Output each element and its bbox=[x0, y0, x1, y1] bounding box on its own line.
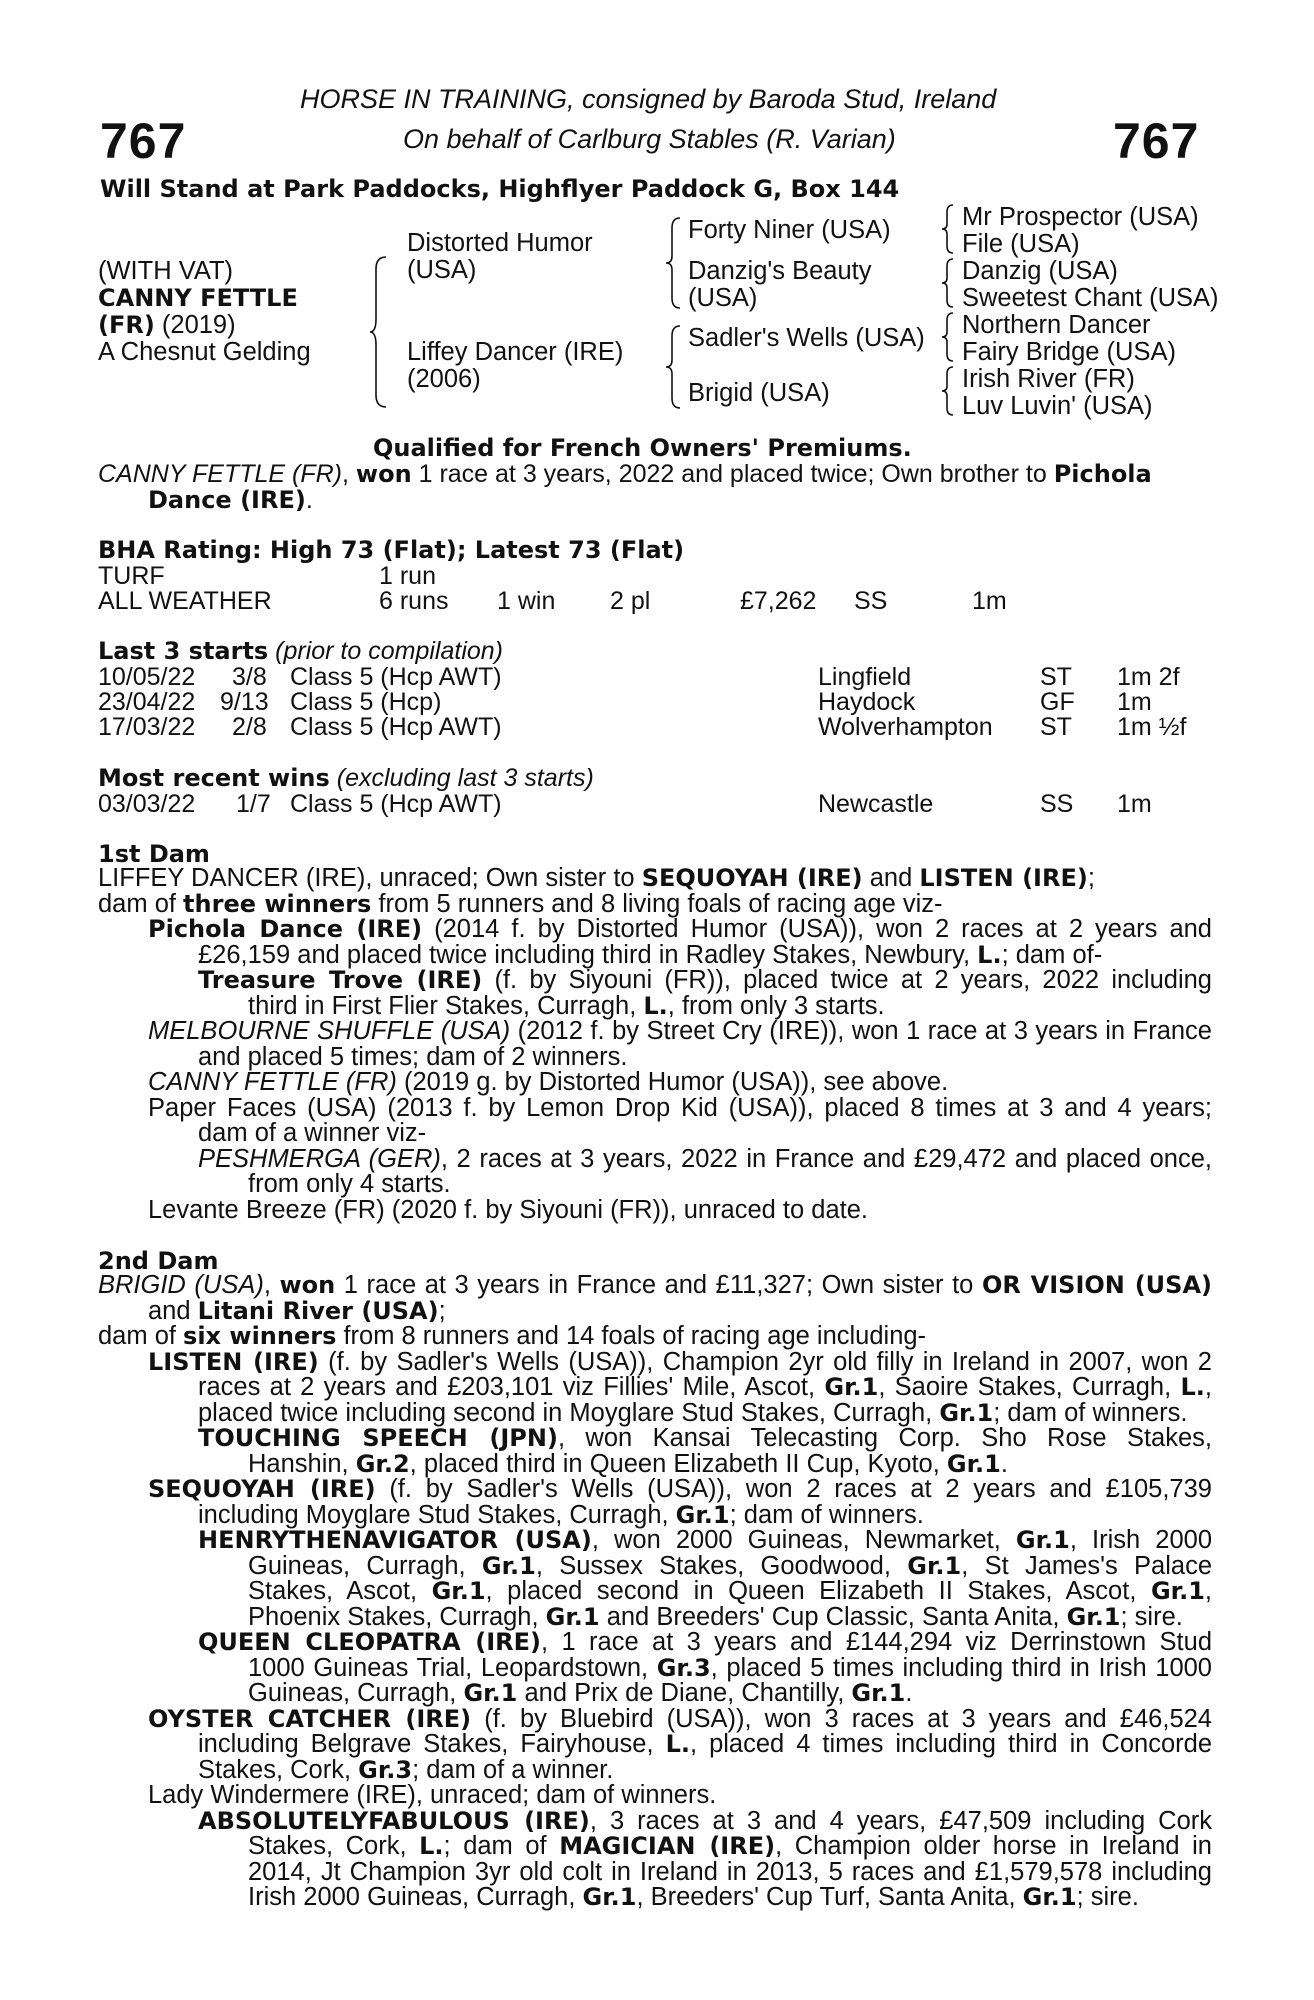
dam2-text: dam of bbox=[98, 1322, 184, 1350]
dam2-text: Gr.1 bbox=[431, 1577, 486, 1605]
dam1-line bbox=[148, 1093, 1212, 1122]
dam2-text: Stakes, Cork, bbox=[198, 1755, 359, 1784]
recent-going-1: SS bbox=[1040, 790, 1074, 818]
dam2-text: Irish 2000 Guineas, Curragh, bbox=[248, 1883, 583, 1911]
dam2-text: QUEEN CLEOPATRA (IRE) bbox=[198, 1628, 542, 1656]
dam2-line bbox=[198, 1426, 1212, 1452]
dam2-line bbox=[248, 1681, 912, 1707]
summary-brother: Pichola bbox=[1053, 460, 1152, 488]
dam2-text: Gr.1 bbox=[1015, 1526, 1070, 1554]
dam2-text: placed twice including second in Moyglare Stud Stakes, Curragh, bbox=[198, 1398, 940, 1427]
horse-name-line bbox=[98, 285, 298, 312]
last3-dist-2: 1m bbox=[1117, 688, 1152, 716]
dam2-text: Gr.2 bbox=[355, 1449, 410, 1478]
dam2-text: Stakes, Ascot, bbox=[248, 1577, 432, 1605]
dam2-line bbox=[198, 1398, 1188, 1427]
horse-year: (2019) bbox=[154, 311, 236, 339]
dam2-text: . bbox=[1000, 1449, 1008, 1478]
last3-course-2: Haydock bbox=[818, 688, 916, 716]
last3-going-2: GF bbox=[1040, 688, 1075, 716]
dam2-text: , 3 races at 3 and 4 years, £47,509 including Cork bbox=[589, 1806, 1212, 1835]
brace-sire-dam bbox=[368, 255, 392, 410]
sire-sire: Forty Niner (USA) bbox=[688, 216, 891, 244]
dam2-text: . bbox=[905, 1679, 913, 1707]
dam2-text: , placed second in Queen Elizabeth II Stakes, Ascot, bbox=[485, 1577, 1151, 1605]
premium-line: Qualified for French Owners' Premiums. bbox=[373, 434, 912, 462]
summary-won: won bbox=[355, 460, 412, 488]
horse-name: CANNY FETTLE bbox=[98, 284, 298, 312]
dam1-text: MELBOURNE SHUFFLE (USA) bbox=[148, 1017, 511, 1045]
dam2-line bbox=[98, 1324, 926, 1350]
dam2-text: SEQUOYAH (IRE) bbox=[148, 1475, 376, 1503]
sire-dam-line2: (USA) bbox=[688, 284, 758, 312]
dam2-text: , Breeders' Cup Turf, Santa Anita, bbox=[636, 1883, 1023, 1911]
dam2-text: including Moyglare Stud Stakes, Curragh, bbox=[198, 1500, 676, 1529]
dam2-text: ; dam of winners. bbox=[729, 1500, 924, 1529]
dam2-line bbox=[148, 1704, 1212, 1733]
dam2-text: , bbox=[1204, 1373, 1213, 1401]
g3-5: Northern Dancer bbox=[962, 311, 1151, 339]
dam2-text: L. bbox=[1180, 1373, 1205, 1401]
dam2-text: ; dam of bbox=[443, 1832, 560, 1860]
dam2-text: Gr.1 bbox=[675, 1500, 730, 1529]
dam1-text: PESHMERGA (GER) bbox=[198, 1144, 441, 1173]
last3-heading: Last 3 starts bbox=[98, 637, 269, 665]
dam1-text: LIFFEY DANCER (IRE), unraced; Own sister to bbox=[98, 864, 642, 892]
lot-number-right: 767 bbox=[1113, 113, 1200, 169]
dam1-text: (f. by Siyouni (FR)), placed twice at 2 years, 2022 including bbox=[482, 966, 1212, 994]
dam2-text: , placed third in Queen Elizabeth II Cup, Kyoto, bbox=[409, 1449, 947, 1478]
dam1-text: from 5 runners and 8 living foals of racing age viz- bbox=[371, 889, 943, 918]
dam1-text: , 2 races at 3 years, 2022 in France and £29,472 and placed once, bbox=[440, 1144, 1212, 1173]
vat-label: (WITH VAT) bbox=[98, 257, 234, 285]
dam2-line bbox=[198, 1806, 1212, 1835]
dam2-text: six winners bbox=[183, 1322, 337, 1350]
turf-runs: 1 run bbox=[379, 562, 436, 590]
dam1-line bbox=[98, 889, 943, 918]
dam2-text: Gr.1 bbox=[1066, 1602, 1121, 1631]
dam2-line bbox=[148, 1783, 716, 1809]
dam2-line bbox=[148, 1347, 1212, 1376]
dam2-text: Litani River (USA) bbox=[197, 1296, 439, 1325]
dam1-text: , from only 3 starts. bbox=[667, 991, 885, 1020]
dam2-text: won bbox=[279, 1271, 336, 1299]
dam2-text: , placed 4 times including third in Concorde bbox=[690, 1730, 1213, 1758]
dam1-line bbox=[148, 1070, 948, 1096]
dam2-text: L. bbox=[665, 1730, 690, 1758]
dam2-text: , won 2000 Guineas, Newmarket, bbox=[591, 1526, 1016, 1554]
recent-note: (excluding last 3 starts) bbox=[329, 764, 594, 792]
last3-note: (prior to compilation) bbox=[268, 637, 504, 665]
on-behalf-line: On behalf of Carlburg Stables (R. Varian) bbox=[403, 124, 896, 154]
dam2-text: 1000 Guineas Trial, Leopardstown, bbox=[248, 1653, 657, 1682]
dam2-line bbox=[198, 1375, 1212, 1401]
dam2-line bbox=[148, 1477, 1212, 1503]
dam2-text: Hanshin, bbox=[248, 1449, 356, 1478]
last3-class-3: Class 5 (Hcp AWT) bbox=[290, 713, 502, 741]
dam2-text: Guineas, Curragh, bbox=[248, 1679, 464, 1707]
brace-dam-parents bbox=[664, 324, 684, 410]
last3-class-1: Class 5 (Hcp AWT) bbox=[290, 663, 502, 691]
dam2-text: OR VISION (USA) bbox=[981, 1271, 1212, 1299]
summary-end: . bbox=[305, 486, 313, 514]
dam1-text: ; dam of- bbox=[1001, 940, 1103, 969]
dam2-text: 1 race at 3 years in France and £11,327; Own sister to bbox=[335, 1271, 982, 1299]
dam2-text: , Sussex Stakes, Goodwood, bbox=[535, 1551, 908, 1580]
dam2-text: and bbox=[148, 1296, 198, 1325]
dam2-text: ; dam of winners. bbox=[993, 1398, 1188, 1427]
dam1-line bbox=[198, 1144, 1212, 1173]
dam1-text: Paper Faces (USA) (2013 f. by Lemon Drop Kid (USA)), placed 8 times at 3 and 4 years; bbox=[148, 1093, 1212, 1122]
dam1-text: Pichola Dance (IRE) bbox=[148, 915, 423, 943]
dam2-text: ; sire. bbox=[1120, 1602, 1183, 1631]
dam2-line bbox=[248, 1579, 1212, 1605]
aw-label: ALL WEATHER bbox=[98, 587, 272, 615]
horse-description: A Chesnut Gelding bbox=[98, 338, 311, 366]
dam2-text: HENRYTHENAVIGATOR (USA) bbox=[198, 1526, 592, 1554]
dam2-text: Gr.1 bbox=[1150, 1577, 1205, 1605]
dam1-text: Treasure Trove (IRE) bbox=[198, 966, 483, 994]
dam2-line bbox=[148, 1296, 446, 1325]
g3-1: Mr Prospector (USA) bbox=[962, 203, 1199, 231]
summary-brother-2: Dance (IRE) bbox=[148, 486, 306, 514]
dam2-text: , 1 race at 3 years and £144,294 viz Derrinstown Stud bbox=[541, 1628, 1212, 1656]
dam2-text: , Saoire Stakes, Curragh, bbox=[878, 1373, 1181, 1401]
last3-date-1: 10/05/22 bbox=[98, 663, 196, 691]
dam2-text: and Prix de Diane, Chantilly, bbox=[517, 1679, 852, 1707]
last3-dist-1: 1m 2f bbox=[1117, 663, 1180, 691]
dam2-text: Gr.3 bbox=[358, 1755, 413, 1784]
sire-line1: Distorted Humor bbox=[407, 229, 593, 257]
dam2-line bbox=[198, 1630, 1212, 1656]
dam1-line bbox=[248, 1172, 451, 1198]
dam2-line bbox=[248, 1885, 1139, 1911]
dam2-line bbox=[248, 1834, 1212, 1860]
dam2-line bbox=[248, 1602, 1183, 1631]
dam2-text: and Breeders' Cup Classic, Santa Anita, bbox=[599, 1602, 1067, 1631]
dam2-text: Gr.1 bbox=[463, 1679, 518, 1707]
dam2-line bbox=[198, 1755, 614, 1784]
horse-country-year bbox=[98, 312, 236, 339]
dam1-line bbox=[98, 866, 1095, 892]
brace-g3-3 bbox=[940, 311, 956, 363]
dam2-text: Guineas, Curragh, bbox=[248, 1551, 482, 1580]
sire-line2: (USA) bbox=[407, 256, 477, 284]
aw-runs: 6 runs bbox=[379, 587, 449, 615]
dam1-text: dam of bbox=[98, 889, 184, 918]
dam1-text: third in First Flier Stakes, Curragh, bbox=[248, 991, 644, 1020]
dam2-text: ; dam of a winner. bbox=[412, 1755, 614, 1784]
last3-pos-2: 9/13 bbox=[220, 688, 269, 716]
dam2-text: Gr.1 bbox=[481, 1551, 536, 1580]
recent-date-1: 03/03/22 bbox=[98, 790, 196, 818]
dam-line1: Liffey Dancer (IRE) bbox=[407, 338, 624, 366]
brace-sire-parents bbox=[664, 216, 684, 311]
stand-location: Will Stand at Park Paddocks, Highflyer Paddock G, Box 144 bbox=[100, 175, 900, 203]
aw-distance: 1m bbox=[972, 587, 1007, 615]
summary-line2 bbox=[148, 486, 313, 515]
summary-horse-name: CANNY FETTLE (FR) bbox=[98, 460, 342, 488]
dam2-line bbox=[248, 1551, 1213, 1580]
dam-sire: Sadler's Wells (USA) bbox=[688, 324, 925, 352]
recent-dist-1: 1m bbox=[1117, 790, 1152, 818]
last3-course-1: Lingfield bbox=[818, 663, 912, 691]
brace-g3-2 bbox=[940, 257, 956, 309]
summary-line1: CANNY FETTLE (FR), won 1 race at 3 years, 2022 and placed twice; Own brother to Pichola bbox=[98, 460, 1152, 488]
g3-7: Irish River (FR) bbox=[962, 365, 1135, 393]
last3-course-3: Wolverhampton bbox=[818, 713, 993, 741]
last3-going-1: ST bbox=[1040, 663, 1072, 691]
dam2-text: ABSOLUTELYFABULOUS (IRE) bbox=[198, 1806, 590, 1835]
dam1-text: Levante Breeze (FR) (2020 f. by Siyouni (FR)), unraced to date. bbox=[148, 1195, 869, 1224]
last3-class-2: Class 5 (Hcp) bbox=[290, 688, 442, 716]
dam1-text: £26,159 and placed twice including third in Radley Stakes, Newbury, bbox=[198, 940, 978, 969]
dam2-text: TOUCHING SPEECH (JPN) bbox=[198, 1424, 558, 1452]
last3-pos-3: 2/8 bbox=[232, 713, 267, 741]
dam2-text: , bbox=[263, 1271, 280, 1299]
dam1-text: (2019 g. by Distorted Humor (USA)), see above. bbox=[396, 1068, 949, 1096]
dam2-text: (f. by Bluebird (USA)), won 3 races at 3 years and £46,524 bbox=[471, 1704, 1212, 1733]
dam1-text: SEQUOYAH (IRE) bbox=[641, 864, 863, 892]
dam2-text: Gr.1 bbox=[824, 1373, 879, 1401]
dam1-line bbox=[198, 968, 1212, 994]
dam2-text: LISTEN (IRE) bbox=[148, 1347, 319, 1376]
recent-class-1: Class 5 (Hcp AWT) bbox=[290, 790, 502, 818]
dam2-text: L. bbox=[419, 1832, 444, 1860]
dam2-text: Gr.1 bbox=[946, 1449, 1001, 1478]
dam2-text: Stakes, Cork, bbox=[248, 1832, 420, 1860]
dam2-text: 2014, Jt Champion 3yr old colt in Ireland in 2013, 5 races and £1,579,578 including bbox=[248, 1857, 1212, 1886]
dam2-text: from 8 runners and 14 foals of racing age including- bbox=[336, 1322, 927, 1350]
dam1-heading: 1st Dam bbox=[98, 840, 210, 868]
dam2-text: Gr.3 bbox=[656, 1653, 711, 1682]
consignor-line: HORSE IN TRAINING, consigned by Baroda Stud, Ireland bbox=[300, 84, 997, 114]
dam2-text: Gr.1 bbox=[851, 1679, 906, 1707]
recent-heading: Most recent wins bbox=[98, 764, 330, 792]
dam2-text: Gr.1 bbox=[907, 1551, 962, 1580]
last3-date-3: 17/03/22 bbox=[98, 713, 196, 741]
dam1-line bbox=[148, 1019, 1212, 1045]
dam1-line bbox=[148, 1195, 869, 1224]
g3-3: Danzig (USA) bbox=[962, 257, 1118, 285]
last3-date-2: 23/04/22 bbox=[98, 688, 196, 716]
dam1-line bbox=[198, 940, 1103, 969]
last3-going-3: ST bbox=[1040, 713, 1072, 741]
dam2-text: OYSTER CATCHER (IRE) bbox=[148, 1704, 472, 1733]
dam2-text: Gr.1 bbox=[582, 1883, 637, 1911]
lot-number-left: 767 bbox=[100, 113, 187, 169]
aw-wins: 1 win bbox=[497, 587, 556, 615]
last3-pos-1: 3/8 bbox=[232, 663, 267, 691]
dam2-line bbox=[248, 1653, 1212, 1682]
summary-text: 1 race at 3 years, 2022 and placed twice; Own brother to bbox=[411, 460, 1054, 488]
bha-heading: BHA Rating: High 73 (Flat); Latest 73 (Flat) bbox=[98, 536, 685, 564]
dam2-text: MAGICIAN (IRE) bbox=[559, 1832, 776, 1860]
dam2-text: ; sire. bbox=[1076, 1883, 1139, 1911]
dam2-text: Lady Windermere (IRE), unraced; dam of winners. bbox=[148, 1781, 717, 1809]
dam1-line bbox=[248, 991, 885, 1020]
dam2-line bbox=[198, 1528, 1212, 1554]
dam1-text: L. bbox=[977, 940, 1002, 969]
dam1-text: ; bbox=[1087, 864, 1095, 892]
dam2-line bbox=[98, 1273, 1212, 1299]
aw-going: SS bbox=[854, 587, 888, 615]
dam2-line bbox=[248, 1449, 1008, 1478]
dam-line2: (2006) bbox=[407, 365, 481, 393]
dam1-text: from only 4 starts. bbox=[248, 1170, 451, 1198]
last3-dist-3: 1m ½f bbox=[1117, 713, 1187, 741]
dam1-line bbox=[198, 1121, 426, 1147]
sire-dam-line1: Danzig's Beauty bbox=[688, 257, 872, 285]
dam1-text: dam of a winner viz- bbox=[198, 1119, 427, 1147]
g3-2: File (USA) bbox=[962, 230, 1080, 258]
dam2-text: including Belgrave Stakes, Fairyhouse, bbox=[198, 1730, 666, 1758]
dam2-text: (f. by Sadler's Wells (USA)), won 2 races at 2 years and £105,739 bbox=[375, 1475, 1212, 1503]
dam2-text: , Champion older horse in Ireland in bbox=[775, 1832, 1212, 1860]
recent-heading-line bbox=[98, 764, 594, 793]
dam2-text: , Irish 2000 bbox=[1069, 1526, 1213, 1554]
dam2-text: , placed 5 times including third in Irish 1000 bbox=[710, 1653, 1212, 1682]
dam1-text: three winners bbox=[183, 889, 372, 918]
dam2-heading: 2nd Dam bbox=[98, 1247, 219, 1275]
dam2-text: Gr.1 bbox=[939, 1398, 994, 1427]
aw-prize: £7,262 bbox=[740, 587, 817, 615]
dam1-text: and placed 5 times; dam of 2 winners. bbox=[198, 1042, 628, 1071]
dam1-text: LISTEN (IRE) bbox=[919, 864, 1088, 892]
dam2-text: Gr.1 bbox=[1022, 1883, 1077, 1911]
g3-8: Luv Luvin' (USA) bbox=[962, 392, 1153, 420]
dam2-text: , won Kansai Telecasting Corp. Sho Rose Stakes, bbox=[557, 1424, 1212, 1452]
brace-g3-4 bbox=[940, 365, 956, 417]
dam2-line bbox=[198, 1500, 924, 1529]
dam1-text: (2014 f. by Distorted Humor (USA)), won 2 races at 2 years and bbox=[422, 915, 1212, 943]
dam2-line bbox=[248, 1857, 1212, 1886]
dam1-line bbox=[198, 1042, 628, 1071]
dam1-line bbox=[148, 917, 1212, 943]
g3-6: Fairy Bridge (USA) bbox=[962, 338, 1176, 366]
horse-country: (FR) bbox=[98, 311, 155, 339]
dam2-text: (f. by Sadler's Wells (USA)), Champion 2yr old filly in Ireland in 2007, won 2 bbox=[318, 1347, 1212, 1376]
recent-pos-1: 1/7 bbox=[236, 790, 271, 818]
dam2-text: Phoenix Stakes, Curragh, bbox=[248, 1602, 546, 1631]
dam2-text: ; bbox=[438, 1296, 446, 1325]
dam1-text: and bbox=[862, 864, 920, 892]
brace-g3-1 bbox=[940, 203, 956, 255]
dam1-text: CANNY FETTLE (FR) bbox=[148, 1068, 397, 1096]
last3-heading-line bbox=[98, 637, 503, 666]
dam2-text: , St James's Palace bbox=[961, 1551, 1213, 1580]
aw-places: 2 pl bbox=[610, 587, 651, 615]
dam2-line bbox=[198, 1732, 1212, 1758]
dam2-text: , bbox=[1204, 1577, 1212, 1605]
dam-dam: Brigid (USA) bbox=[688, 379, 830, 407]
turf-label: TURF bbox=[98, 562, 165, 590]
dam2-text: Gr.1 bbox=[545, 1602, 600, 1631]
dam1-text: L. bbox=[643, 991, 668, 1020]
recent-course-1: Newcastle bbox=[818, 790, 934, 818]
dam2-text: races at 2 years and £203,101 viz Fillies' Mile, Ascot, bbox=[198, 1373, 825, 1401]
dam2-text: BRIGID (USA) bbox=[98, 1271, 264, 1299]
g3-4: Sweetest Chant (USA) bbox=[962, 284, 1219, 312]
dam1-text: (2012 f. by Street Cry (IRE)), won 1 race at 3 years in France bbox=[510, 1017, 1212, 1045]
